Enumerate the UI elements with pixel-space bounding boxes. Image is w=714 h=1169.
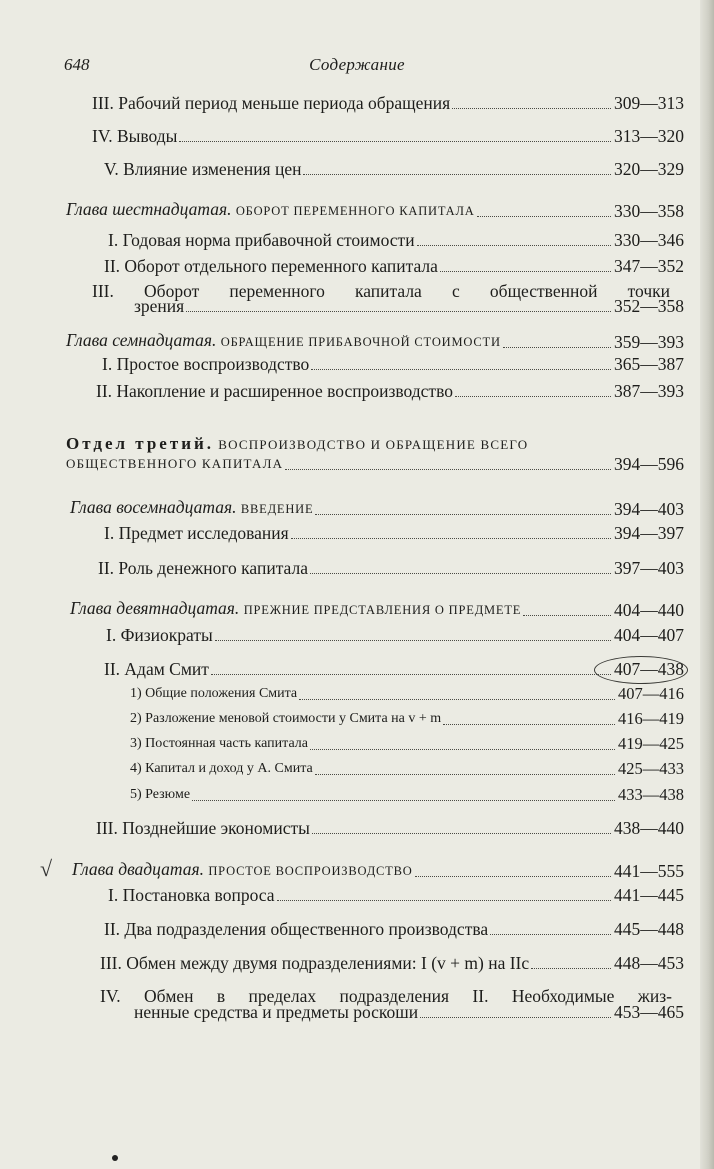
toc-subentry: 4) Капитал и доход у А. Смита 425—433 — [130, 759, 684, 778]
page-number: 648 — [64, 55, 90, 74]
part-heading-continuation: ОБЩЕСТВЕННОГО КАПИТАЛА 394—596 — [66, 454, 684, 474]
toc-entry: II. Оборот отдельного переменного капитала 347—352 — [104, 256, 684, 276]
toc-entry: I. Предмет исследования 394—397 — [104, 523, 684, 543]
toc-entry: II. Адам Смит 407—438 — [104, 659, 684, 679]
toc-entry: III. Рабочий период меньше периода обращения 309—313 — [92, 93, 684, 113]
toc-entry: зрения 352—358 — [134, 296, 684, 316]
handwritten-circle-mark — [594, 656, 688, 684]
toc-entry: I. Физиократы 404—407 — [106, 625, 684, 645]
toc-entry: V. Влияние изменения цен 320—329 — [104, 159, 684, 179]
chapter-heading: Глава девятнадцатая. ПРЕЖНИЕ ПРЕДСТАВЛЕНИЯ О ПРЕДМЕТЕ 404—440 — [70, 598, 684, 620]
chapter-heading: Глава восемнадцатая. ВВЕДЕНИЕ 394—403 — [70, 497, 684, 519]
toc-subentry: 5) Резюме 433—438 — [130, 785, 684, 804]
toc-entry: II. Роль денежного капитала 397—403 — [98, 558, 684, 578]
running-header: Содержание — [309, 55, 405, 74]
toc-entry: II. Накопление и расширенное воспроизводство 387—393 — [96, 381, 684, 401]
handwritten-tick-mark: √ — [40, 856, 53, 881]
part-heading: Отдел третий. ВОСПРОИЗВОДСТВО И ОБРАЩЕНИЕ ВСЕГО — [66, 434, 529, 453]
toc-entry: I. Годовая норма прибавочной стоимости 330—346 — [108, 230, 684, 250]
toc-entry-multiline: III. Оборот переменного капитала с общественной точки — [92, 281, 670, 301]
toc-entry: ненные средства и предметы роскоши 453—465 — [134, 1002, 684, 1022]
toc-entry-multiline: IV. Обмен в пределах подразделения II. Необходимые жиз- — [100, 986, 672, 1006]
page-edge-shadow — [700, 0, 714, 1169]
chapter-heading: Глава семнадцатая. ОБРАЩЕНИЕ ПРИБАВОЧНОЙ СТОИМОСТИ 359—393 — [66, 330, 684, 352]
toc-subentry: 2) Разложение меновой стоимости у Смита на v + m 416—419 — [130, 709, 684, 728]
ink-spot — [112, 1155, 118, 1161]
toc-entry: I. Постановка вопроса 441—445 — [108, 885, 684, 905]
toc-entry: IV. Выводы 313—320 — [92, 126, 684, 146]
toc-entry: III. Обмен между двумя подразделениями: I (v + m) на IIc 448—453 — [100, 953, 684, 973]
chapter-heading: Глава двадцатая. ПРОСТОЕ ВОСПРОИЗВОДСТВО 441—555 — [72, 859, 684, 881]
chapter-heading: Глава шестнадцатая. ОБОРОТ ПЕРЕМЕННОГО КАПИТАЛА 330—358 — [66, 199, 684, 221]
toc-entry: I. Простое воспроизводство 365—387 — [102, 354, 684, 374]
toc-entry: II. Два подразделения общественного производства 445—448 — [104, 919, 684, 939]
toc-subentry: 1) Общие положения Смита 407—416 — [130, 684, 684, 703]
toc-subentry: 3) Постоянная часть капитала 419—425 — [130, 734, 684, 753]
toc-entry: III. Позднейшие экономисты 438—440 — [96, 818, 684, 838]
